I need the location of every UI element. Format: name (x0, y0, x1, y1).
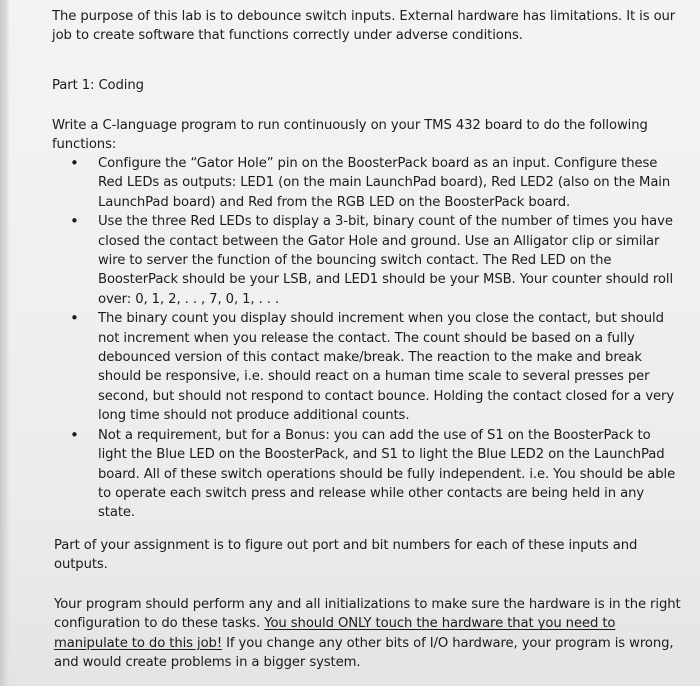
list-item (52, 212, 682, 309)
list-item (52, 309, 682, 425)
underlined-emphasis: You should ONLY touch the hardware that you need to manipulate to do this job! (54, 616, 616, 651)
bullet-icon: • (70, 425, 79, 444)
bullet-icon: • (70, 212, 79, 231)
page-left-edge-shadow (0, 0, 10, 686)
requirement-text: Configure the “Gator Hole” pin on the BoosterPack board as an input. Configure these Red LEDs as outputs: LED1 (on the main LaunchPad board), Red LED2 (also on the Main LaunchPad board) and Red from the RGB LED on the BoosterPack board. (98, 156, 671, 210)
ports-note-paragraph: Part of your assignment is to figure out port and bit numbers for each of these inputs and outputs. (54, 538, 638, 573)
part-1-heading: Part 1: Coding (52, 78, 144, 93)
task-lead-paragraph: Write a C-language program to run continuously on your TMS 432 board to do the following functions: (52, 118, 648, 153)
requirement-text: Use the three Red LEDs to display a 3-bit, binary count of the number of times you have closed the contact between the Gator Hole and ground. Use an Alligator clip or similar wire to server the function of the bouncing switch contact. The Red LED on the BoosterPack should be your LSB, and LED1 should be your MSB. Your counter should roll over: 0, 1, 2, . . , 7, 0, 1, . . . (98, 214, 674, 307)
bullet-icon: • (70, 309, 79, 328)
requirement-text: Not a requirement, but for a Bonus: you can add the use of S1 on the BoosterPack to light the Blue LED on the BoosterPack, and S1 to light the Blue LED2 on the LaunchPad board. All of these switch operations should be fully independent. i.e. You should be able to operate each switch press and release while other contacts are being held in any state. (98, 427, 676, 521)
init-note-text-end: If you change any other bits of I/O hardware, your program is wrong, and would create problems in a bigger system. (54, 635, 674, 671)
bullet-icon: • (70, 154, 79, 172)
initialization-note-paragraph (54, 595, 684, 673)
list-item (52, 426, 682, 523)
requirement-text: The binary count you display should increment when you close the contact, but should not increment when you release the contact. The count should be based on a fully debounced version of this contact make/break. The reaction to the make and break should be responsive, i.e. should react on a human time scale to several presses per second, but should not respond to contact bounce. Holding the contact closed for a very long time should not produce additional counts. (98, 311, 675, 424)
intro-paragraph: The purpose of this lab is to debounce switch inputs. External hardware has limitations. It is our job to create software that functions correctly under adverse conditions. (52, 9, 676, 44)
list-item (52, 154, 682, 212)
requirements-list (52, 154, 682, 523)
init-note-text: Your program should perform any and all initializations to make sure the hardware is in the right configuration to do these tasks. (54, 597, 681, 632)
